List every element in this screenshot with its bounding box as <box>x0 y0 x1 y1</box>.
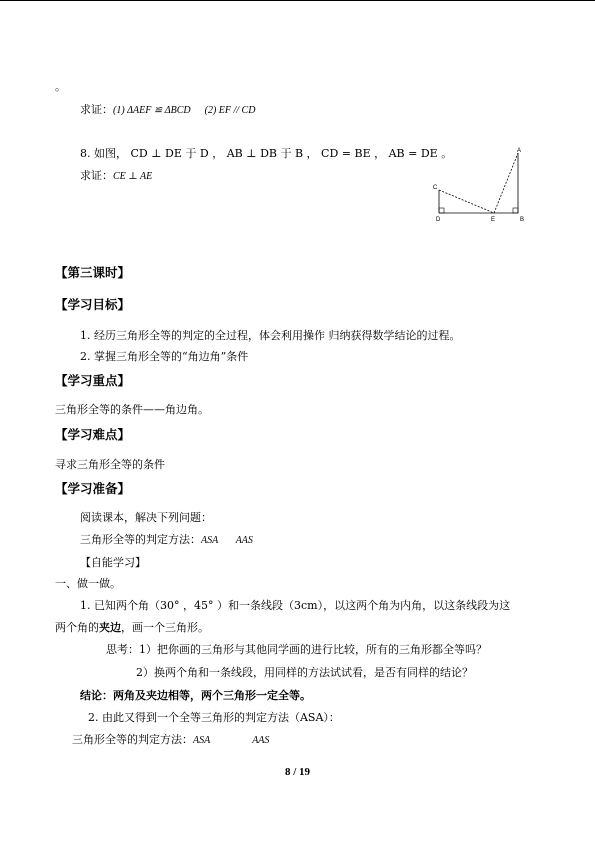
claim-label: 求证： <box>80 169 113 182</box>
label-d: D <box>436 217 441 223</box>
final-aas: AAS <box>252 735 270 746</box>
key-heading: 【学习重点】 <box>55 373 131 388</box>
segment-ea <box>494 153 518 213</box>
goal-1: 1. 经历三角形全等的判定的全过程，体会利用操作 归纳获得数学结论的过程。 <box>80 329 461 342</box>
item-1-b-prefix: 两个角的 <box>55 621 99 634</box>
page-number: 8 / 19 <box>284 766 311 778</box>
section-title: 【第三课时】 <box>55 265 131 280</box>
prep-heading: 【学习准备】 <box>55 481 131 496</box>
hard-heading: 【学习难点】 <box>55 427 131 442</box>
question-8-claim <box>80 169 152 184</box>
think-1: 思考：1）把你画的三角形与其他同学画的进行比较，所有的三角形都全等吗？ <box>106 643 487 656</box>
final-asa: ASA <box>193 735 211 746</box>
item-1-b-bold: 夹边 <box>99 621 121 634</box>
top-fragment: 。 <box>55 80 66 93</box>
right-angle-b <box>513 208 518 213</box>
self-study: 【自能学习】 <box>80 556 146 569</box>
item-1-b-suffix: ，画一个三角形。 <box>121 621 209 634</box>
proof-part-2: (2) EF // CD <box>204 105 256 116</box>
prep-2-label: 三角形全等的判定方法： <box>80 533 201 546</box>
item-2: 2. 由此又得到一个全等三角形的判定方法（ASA）： <box>88 711 340 724</box>
label-b: B <box>520 217 525 223</box>
think-2: 2）换两个角和一条线段，用同样的方法试试看，是否有同样的结论？ <box>136 666 473 679</box>
label-a: A <box>517 148 522 154</box>
geometry-figure <box>430 145 530 225</box>
final-label: 三角形全等的判定方法： <box>72 733 193 746</box>
prep-2-asa: ASA <box>201 535 219 546</box>
hard-text: 寻求三角形全等的条件 <box>55 458 165 471</box>
prep-2-aas: AAS <box>235 535 253 546</box>
part-1: 一、做一做。 <box>55 577 121 590</box>
item-1-line-a: 1. 已知两个角（30° ，45° ）和一条线段（3cm），以这两个角为内角，以这条线段为这 <box>80 599 511 612</box>
goal-heading: 【学习目标】 <box>55 297 131 312</box>
label-e: E <box>491 217 496 223</box>
top-rule <box>0 0 595 1</box>
right-angle-d <box>439 208 444 213</box>
label-c: C <box>433 185 438 191</box>
prep-2 <box>80 533 253 548</box>
prep-1: 阅读课本，解决下列问题： <box>80 511 212 524</box>
item-1-line-b <box>55 621 209 635</box>
question-8: 8. 如图， CD ⊥ DE 于 D ， AB ⊥ DB 于 B ， CD = BE ， AB = DE 。 <box>80 147 453 160</box>
final-method <box>72 733 269 748</box>
goal-2: 2. 掌握三角形全等的“角边角”条件 <box>80 350 249 363</box>
proof-part-1: (1) ΔAEF ≌ ΔBCD <box>113 105 191 116</box>
key-text: 三角形全等的条件——角边角。 <box>55 403 209 416</box>
proof-label: 求证： <box>80 103 113 116</box>
segment-ce <box>439 190 494 213</box>
proof-line-1 <box>80 103 255 118</box>
conclusion: 结论：两角及夹边相等，两个三角形一定全等。 <box>80 689 311 702</box>
claim-text: CE ⊥ AE <box>113 171 153 182</box>
